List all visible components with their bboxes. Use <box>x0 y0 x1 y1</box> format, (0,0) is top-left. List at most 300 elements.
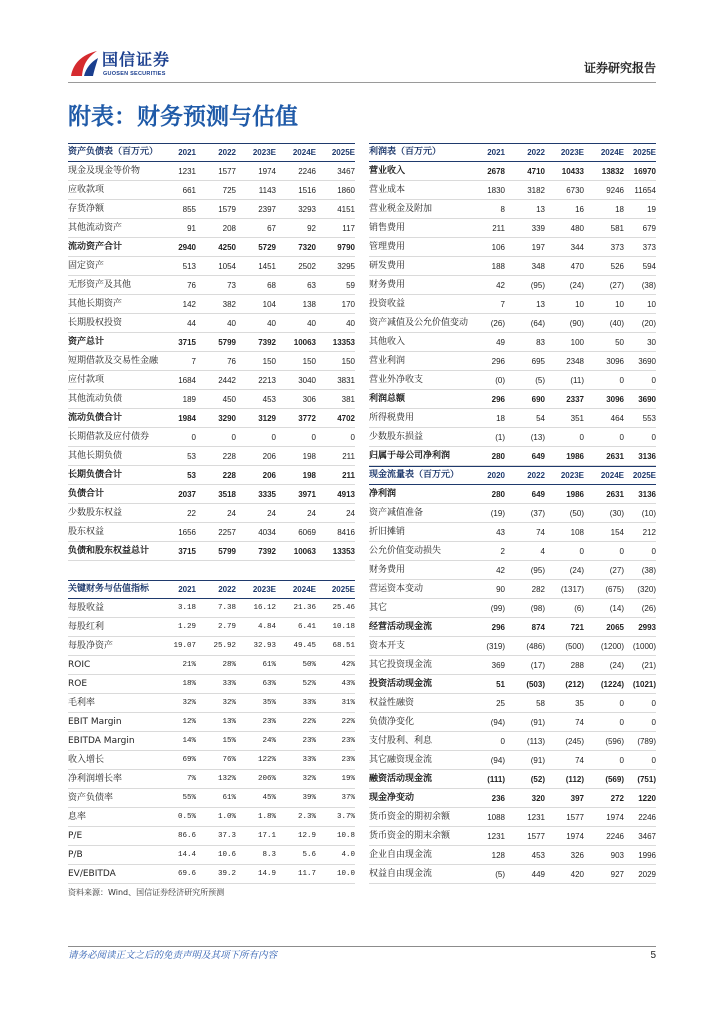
row-value: (1) <box>495 432 505 442</box>
row-value: 0 <box>651 755 656 765</box>
row-label: 资产减值准备 <box>369 507 424 518</box>
table-row <box>68 732 355 751</box>
row-value: 8416 <box>337 527 355 537</box>
row-value: (64) <box>530 318 545 328</box>
row-value: (17) <box>530 660 545 670</box>
row-value: 15% <box>222 736 236 745</box>
row-value: 2502 <box>298 261 316 271</box>
row-value: (21) <box>641 660 656 670</box>
row-value: 150 <box>302 356 316 366</box>
row-value: 39.2 <box>217 869 236 878</box>
table-row <box>68 789 355 808</box>
row-value: 35 <box>575 698 584 708</box>
row-value: 0.5% <box>177 812 196 821</box>
row-value: 13832 <box>601 166 624 176</box>
row-label: 其他流动负债 <box>68 393 123 404</box>
row-value: 2246 <box>638 812 656 822</box>
row-value: 3136 <box>638 489 656 499</box>
year-header: 2024E <box>292 148 316 157</box>
row-value: (99) <box>490 603 505 613</box>
row-value: 0 <box>651 432 656 442</box>
row-value: 33% <box>302 698 316 707</box>
table-row <box>68 295 355 314</box>
row-value: 1.29 <box>177 622 196 631</box>
row-value: (112) <box>565 774 584 784</box>
table-row <box>68 846 355 865</box>
row-value: 1577 <box>527 831 545 841</box>
row-value: 1231 <box>527 812 545 822</box>
row-value: 0 <box>619 698 624 708</box>
row-value: 16.12 <box>253 603 276 612</box>
row-value: 7392 <box>258 546 276 556</box>
row-value: 13353 <box>332 546 355 556</box>
row-value: 0 <box>231 432 236 442</box>
row-value: 28% <box>222 660 236 669</box>
row-value: 2.79 <box>217 622 236 631</box>
row-value: (5) <box>535 375 545 385</box>
row-value: 7.38 <box>217 603 236 612</box>
row-value: (95) <box>530 565 545 575</box>
row-value: (503) <box>526 679 545 689</box>
row-value: 2993 <box>638 622 656 632</box>
table-header-row <box>369 466 656 485</box>
row-label: 其它 <box>369 602 388 613</box>
row-value: 63 <box>307 280 316 290</box>
row-value: 54 <box>536 413 545 423</box>
table-row <box>68 865 355 884</box>
row-value: (30) <box>609 508 624 518</box>
row-value: 2213 <box>258 375 276 385</box>
table-row <box>68 257 355 276</box>
row-value: 480 <box>570 223 584 233</box>
row-value: (90) <box>569 318 584 328</box>
row-label: 长期股权投资 <box>68 317 123 328</box>
row-value: 188 <box>491 261 505 271</box>
table-row-total <box>68 466 355 485</box>
row-value: 13353 <box>332 337 355 347</box>
row-value: (10) <box>641 508 656 518</box>
row-value: 3293 <box>298 204 316 214</box>
row-value: 721 <box>570 622 584 632</box>
row-value: 1577 <box>566 812 584 822</box>
row-value: 3715 <box>178 546 196 556</box>
row-value: 581 <box>610 223 624 233</box>
row-value: 40 <box>227 318 236 328</box>
row-label: 所得税费用 <box>369 412 415 423</box>
row-label: 经营活动现金流 <box>369 621 433 632</box>
row-value: 553 <box>642 413 656 423</box>
row-value: (569) <box>605 774 624 784</box>
row-value: 74 <box>575 755 584 765</box>
row-label: 负债和股东权益总计 <box>68 545 150 556</box>
row-value: 68.51 <box>332 641 355 650</box>
row-value: 1830 <box>487 185 505 195</box>
table-row <box>369 371 656 390</box>
row-value: 326 <box>570 850 584 860</box>
row-value: (212) <box>565 679 584 689</box>
row-value: 296 <box>491 356 505 366</box>
table-row-total <box>369 618 656 637</box>
row-value: 6730 <box>566 185 584 195</box>
row-value: 0 <box>579 432 584 442</box>
row-label: 权益自由现金流 <box>369 868 433 879</box>
row-label: 每股收益 <box>68 602 105 613</box>
row-value: 2029 <box>638 869 656 879</box>
row-value: 45% <box>262 793 276 802</box>
row-value: 19 <box>647 204 656 214</box>
row-value: 69.6 <box>177 869 196 878</box>
row-label: 其它投资现金流 <box>369 659 433 670</box>
row-label: 毛利率 <box>68 697 96 708</box>
row-value: 198 <box>302 451 316 461</box>
guosen-logo <box>68 48 180 82</box>
row-value: 1231 <box>487 831 505 841</box>
row-value: 33% <box>302 755 316 764</box>
row-value: 2631 <box>606 451 624 461</box>
header-divider <box>68 82 656 83</box>
row-label: 短期借款及交易性金融 <box>68 355 159 366</box>
year-header: 2023E <box>252 148 276 157</box>
row-label: 资本开支 <box>369 640 406 651</box>
row-value: 0 <box>619 717 624 727</box>
row-label: 公允价值变动损失 <box>369 545 442 556</box>
row-value: 11654 <box>634 185 656 195</box>
row-value: 138 <box>302 299 316 309</box>
row-label: 融资活动现金流 <box>369 773 433 784</box>
row-value: 19% <box>341 774 355 783</box>
row-value: 288 <box>570 660 584 670</box>
row-value: 7% <box>186 774 196 783</box>
row-value: 1143 <box>258 185 276 195</box>
row-value: (98) <box>530 603 545 613</box>
row-value: 61% <box>222 793 236 802</box>
row-value: 1.0% <box>217 812 236 821</box>
year-header: 2024E <box>292 585 316 594</box>
table-row <box>68 827 355 846</box>
table-row-total <box>369 447 656 466</box>
row-value: (91) <box>530 717 545 727</box>
row-value: 4034 <box>258 527 276 537</box>
row-value: 33% <box>222 679 236 688</box>
row-value: 2246 <box>606 831 624 841</box>
row-value: 0 <box>651 546 656 556</box>
row-value: 22 <box>187 508 196 518</box>
table-row <box>369 637 656 656</box>
row-label: 支付股利、利息 <box>369 735 433 746</box>
table-row <box>369 200 656 219</box>
row-value: 2037 <box>178 489 196 499</box>
row-value: 280 <box>491 489 505 499</box>
logo-chinese-name: 国信证券 <box>102 50 171 69</box>
row-value: (6) <box>574 603 584 613</box>
row-value: 0 <box>191 432 196 442</box>
row-value: 2442 <box>218 375 236 385</box>
table-row <box>68 599 355 618</box>
row-value: 381 <box>341 394 355 404</box>
table-row <box>68 770 355 789</box>
row-value: 25.92 <box>213 641 236 650</box>
row-label: ROIC <box>68 659 91 670</box>
row-value: 0 <box>619 432 624 442</box>
table-row-total <box>369 770 656 789</box>
row-value: 40 <box>267 318 276 328</box>
row-value: 320 <box>531 793 545 803</box>
row-label: 财务费用 <box>369 564 406 575</box>
row-value: 73 <box>227 280 236 290</box>
row-value: 83 <box>536 337 545 347</box>
row-value: 649 <box>531 451 545 461</box>
row-value: 10 <box>647 299 656 309</box>
row-value: 23% <box>341 755 355 764</box>
row-value: 23% <box>262 717 276 726</box>
row-value: 8 <box>500 204 505 214</box>
table-row <box>68 371 355 390</box>
row-label: 负债净变化 <box>369 716 415 727</box>
row-label: 资产总计 <box>68 336 105 347</box>
row-value: 206 <box>262 451 276 461</box>
row-value: (24) <box>609 660 624 670</box>
row-value: 132% <box>217 774 236 783</box>
row-value: 5.6 <box>302 850 316 859</box>
row-value: 4 <box>540 546 545 556</box>
row-value: 128 <box>491 850 505 860</box>
year-header: 2022 <box>527 148 545 157</box>
row-value: 2337 <box>566 394 584 404</box>
row-value: 3518 <box>218 489 236 499</box>
year-header: 2021 <box>487 148 505 157</box>
row-value: 10.8 <box>336 831 355 840</box>
table-row <box>369 428 656 447</box>
row-value: (38) <box>641 565 656 575</box>
row-value: (245) <box>565 736 584 746</box>
table-row <box>68 656 355 675</box>
table-row <box>369 580 656 599</box>
row-value: (500) <box>565 641 584 651</box>
row-value: 695 <box>531 356 545 366</box>
row-label: 长期借款及应付债券 <box>68 431 150 442</box>
table-row <box>369 504 656 523</box>
row-label: 应付款项 <box>68 374 105 385</box>
row-value: 50% <box>302 660 316 669</box>
year-header: 2021 <box>178 148 196 157</box>
table-row <box>369 352 656 371</box>
row-label: 息率 <box>68 811 87 822</box>
table-row <box>68 713 355 732</box>
row-value: 32% <box>302 774 316 783</box>
row-value: 76 <box>187 280 196 290</box>
row-value: (40) <box>609 318 624 328</box>
row-value: 37% <box>341 793 355 802</box>
row-value: (13) <box>530 432 545 442</box>
row-value: 154 <box>610 527 624 537</box>
row-value: (0) <box>495 375 505 385</box>
row-value: 50 <box>615 337 624 347</box>
row-value: 296 <box>491 622 505 632</box>
row-value: (11) <box>570 375 584 385</box>
row-value: 40 <box>346 318 355 328</box>
row-value: (320) <box>637 584 656 594</box>
row-value: 1579 <box>218 204 236 214</box>
row-value: 1986 <box>566 489 584 499</box>
row-value: 449 <box>531 869 545 879</box>
row-value: 76 <box>227 356 236 366</box>
table-row <box>369 333 656 352</box>
row-value: 90 <box>496 584 505 594</box>
row-label: 投资活动现金流 <box>369 678 433 689</box>
row-label: 利润总额 <box>369 393 406 404</box>
row-label: 营业税金及附加 <box>369 203 433 214</box>
row-value: 108 <box>570 527 584 537</box>
row-value: 14.9 <box>257 869 276 878</box>
row-label: 存货净额 <box>68 203 105 214</box>
row-value: 16 <box>575 204 584 214</box>
row-value: 19.07 <box>173 641 196 650</box>
row-value: 52% <box>302 679 316 688</box>
row-label: 其他收入 <box>369 336 406 347</box>
row-label: 无形资产及其他 <box>68 279 132 290</box>
row-value: 3831 <box>337 375 355 385</box>
row-value: 1974 <box>606 812 624 822</box>
row-label: 现金及现金等价物 <box>68 165 141 176</box>
row-value: 18 <box>496 413 505 423</box>
table-row <box>68 390 355 409</box>
row-value: (1317) <box>560 584 584 594</box>
row-value: 53 <box>187 470 196 480</box>
table-row <box>369 694 656 713</box>
table-header-row <box>68 143 355 162</box>
row-value: (596) <box>605 736 624 746</box>
table-row <box>68 523 355 542</box>
row-value: 1451 <box>258 261 276 271</box>
row-value: 0 <box>619 546 624 556</box>
year-header: 2020 <box>487 471 505 480</box>
balance-sheet-table <box>68 143 355 561</box>
table-title: 关键财务与估值指标 <box>68 584 150 594</box>
row-value: 369 <box>491 660 505 670</box>
table-row <box>369 523 656 542</box>
table-title: 资产负债表（百万元） <box>68 147 159 157</box>
row-value: 197 <box>531 242 545 252</box>
row-value: 0 <box>311 432 316 442</box>
row-value: 21.36 <box>293 603 316 612</box>
row-value: 903 <box>610 850 624 860</box>
row-value: 594 <box>642 261 656 271</box>
row-label: 归属于母公司净利润 <box>369 450 451 461</box>
row-value: 4710 <box>527 166 545 176</box>
table-row <box>369 181 656 200</box>
table-row <box>68 428 355 447</box>
row-label: 净利润 <box>369 488 397 499</box>
row-value: 76% <box>222 755 236 764</box>
table-row <box>68 162 355 181</box>
year-header: 2025E <box>331 585 355 594</box>
row-value: (95) <box>530 280 545 290</box>
row-value: (20) <box>641 318 656 328</box>
row-value: 69% <box>182 755 196 764</box>
row-label: 应收款项 <box>68 184 105 195</box>
table-header-row <box>68 580 355 599</box>
row-value: 1984 <box>178 413 196 423</box>
row-value: 10.18 <box>332 622 355 631</box>
row-value: 3096 <box>606 394 624 404</box>
row-value: 4702 <box>337 413 355 423</box>
footer-divider <box>68 946 656 947</box>
row-value: 397 <box>570 793 584 803</box>
row-value: 42% <box>341 660 355 669</box>
row-value: 17.1 <box>257 831 276 840</box>
row-label: 其他流动资产 <box>68 222 123 233</box>
row-value: 189 <box>182 394 196 404</box>
table-row <box>68 219 355 238</box>
table-row <box>68 637 355 656</box>
row-label: 营业收入 <box>369 165 406 176</box>
row-value: 2678 <box>487 166 505 176</box>
guosen-logo-icon <box>68 49 100 79</box>
row-value: 1684 <box>178 375 196 385</box>
row-value: 4.84 <box>257 622 276 631</box>
row-value: 296 <box>491 394 505 404</box>
row-value: 5799 <box>218 546 236 556</box>
row-value: 42 <box>496 280 505 290</box>
year-header: 2025E <box>632 471 656 480</box>
row-value: (94) <box>490 717 505 727</box>
row-label: P/B <box>68 849 83 860</box>
row-value: 0 <box>651 717 656 727</box>
row-value: 725 <box>222 185 236 195</box>
table-row <box>369 827 656 846</box>
row-value: 1054 <box>218 261 236 271</box>
row-value: 927 <box>610 869 624 879</box>
row-value: (24) <box>569 280 584 290</box>
row-value: 453 <box>531 850 545 860</box>
table-row <box>369 257 656 276</box>
row-value: (26) <box>641 603 656 613</box>
row-value: 272 <box>610 793 624 803</box>
row-value: 2246 <box>298 166 316 176</box>
row-value: 86.6 <box>177 831 196 840</box>
row-value: 24 <box>267 508 276 518</box>
row-label: 销售费用 <box>369 222 406 233</box>
row-value: 32% <box>182 698 196 707</box>
row-value: 21% <box>182 660 196 669</box>
table-row <box>369 409 656 428</box>
row-value: (319) <box>486 641 505 651</box>
table-row-total <box>68 238 355 257</box>
row-value: 24 <box>307 508 316 518</box>
row-value: 344 <box>570 242 584 252</box>
row-value: 649 <box>531 489 545 499</box>
table-row-total <box>68 333 355 352</box>
table-row <box>369 542 656 561</box>
row-value: 351 <box>570 413 584 423</box>
row-value: 53 <box>187 451 196 461</box>
row-value: 3772 <box>298 413 316 423</box>
row-value: 3.18 <box>177 603 196 612</box>
row-value: 198 <box>302 470 316 480</box>
row-value: 2.3% <box>297 812 316 821</box>
row-value: 74 <box>536 527 545 537</box>
row-value: (94) <box>490 755 505 765</box>
row-value: 122% <box>257 755 276 764</box>
table-row <box>369 808 656 827</box>
row-value: 18% <box>182 679 196 688</box>
table-row-total <box>68 409 355 428</box>
table-row <box>68 675 355 694</box>
row-value: 150 <box>341 356 355 366</box>
row-value: 1974 <box>566 831 584 841</box>
row-value: (19) <box>490 508 505 518</box>
row-label: 财务费用 <box>369 279 406 290</box>
